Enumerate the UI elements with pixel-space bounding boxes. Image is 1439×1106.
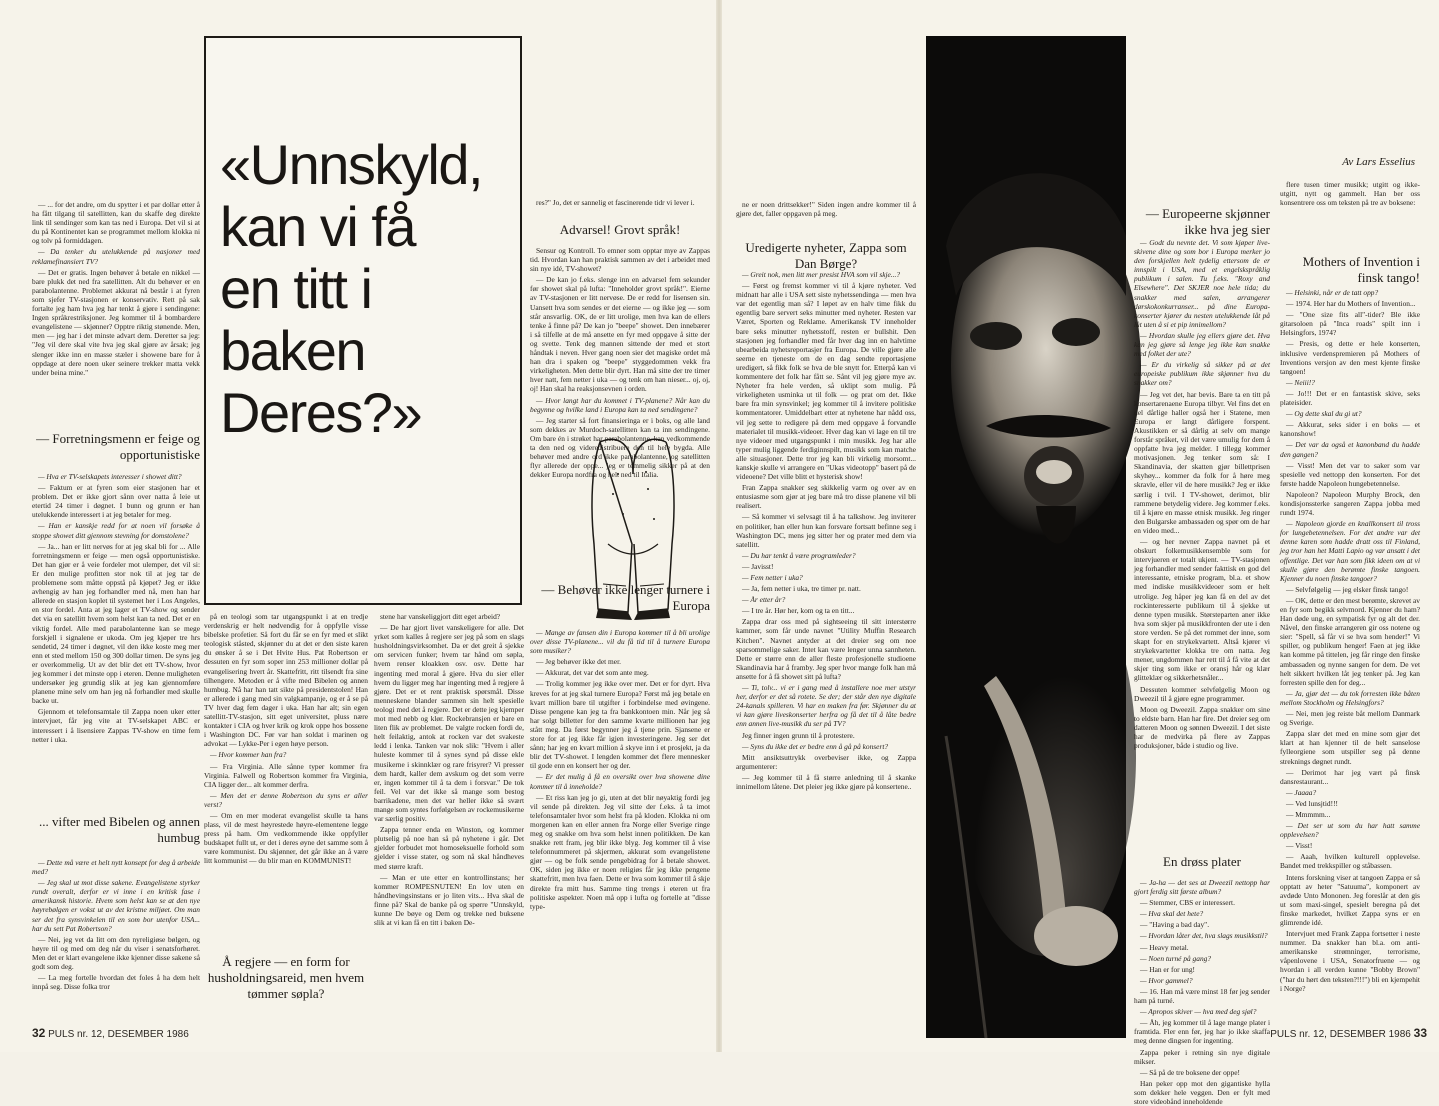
paragraph: — Jeg vet det, har bevis. Bare ta en titt på konsertarenaene Europa tilbyr. Vel fins det en del dårlige haller også her i Statene, men Europa er langt dårligere forspent. Akustikken er så dårlig at selv om mange forstår språket, vil det være umulig for dem å oppfatte hva jeg melder. I tillegg kommer motivasjonen. Jeg tenker som så: I Skandinavia, der skatten gjør billettprisen skyhøy... kommer da folk for å høre meg skravle, eller vil de høre musikk? Jeg er ikke særlig i tvil. I TV-showet, derimot, blir rammene betydelig videre. Jeg kommer f.eks. til å kjøre en masse etnisk musikk. Jeg ringer den Bulgarske ambassaden og spør om de har en video med...: [1134, 389, 1270, 535]
paragraph: — og her nevner Zappa navnet på et obskurt folkemusikkensemble som for intervjueren er totalt ukjent. — TV-stasjonen jeg forhandler med sender fakttisk en god del interessante, etniske program, bl.a. et show med indiske musikkvideoer som er helt utrolige. Jeg håper jeg kan få en del av det rockinteresserte publikum til å sjekke ut denne typen musikk. Størsteparten aner ikke hva som skjer på musikkfronten der ute i den store verden. Se på det rommet der inne, som skapt for en strykekvartett. Altså kjører vi strykekvartetter klokka tre om natta. Jeg mener, ungdommen har rett til å få vite at det skjer ting som ikke er oransj hår og klær glitteklær og sikkerhetsnåler...: [1134, 537, 1270, 683]
paragraph: — Ja-ha — det ses at Dweezil nettopp har gjort ferdig sitt første album?: [1134, 878, 1270, 897]
paragraph: — Faktum er at fyren som eier stasjonen har et problem. Det er ikke gjort sånn over natta å leie ut etertid 24 timer i døgnet. I bunn og grunn er han utelukkende interessert i at jeg betaler for meg.: [32, 483, 200, 520]
column-r1-top: [736, 200, 916, 230]
paragraph: — Trolig kommer jeg ikke over mer. Det er for dyrt. Hva kreves for at jeg skal turnere Europa? Først må jeg betale en kvart million bare til utgifter i forbindelse med øvingene. Disse pengene kan jeg ta fra bankkontoen min. Når jeg så har solgt billetter for den samme kvarte millionen har jeg stått meg. Da først begynner jeg å tjene prin. Sjansene er store for at jeg ikke får igjen investeringene. Jeg ser det sånn; har jeg en kvart million å skyve inn i et prosjekt, ja da blir det TV-showet. I lengden kommer det flere mennesker til gode enn en konsert her og der.: [530, 679, 710, 771]
paragraph: — Et riss kan jeg jo gi, uten at det blir nøyaktig fordi jeg vil sende på direkten. Jeg vil sitte der f.eks. å ta imot telefonsamtaler hvor som helst fra på kloden. Klokka ni om morgenen kan en eller annen fra Norge eller Sverige ringe meg og snakke om hva som helst innen politikken. De kan snakke rett fram, jeg blir ikke blyg. Jeg kommer til å vise telefonnummeret på skjermen, akkurat som evangelistene gjør — og be folk sende pengebidrag for å betale showet. OK, siden jeg ikke er noen religiøs får jeg ikke pengene skattefritt, men hva faen. Dette er hva som kommer til å skje direkte fra mitt hus. Samme ting trengs i eteren ut fra politiske aspekter. Noen må opp i lufta og fortelle at "disse type-: [530, 792, 710, 911]
paragraph: — Aaah, hvilken kulturell opplevelse. Bandet med trekkspiller og ståbassen.: [1280, 852, 1420, 871]
paragraph: — Jaaaa?: [1286, 787, 1317, 797]
column-r2-bottom: [1134, 878, 1270, 1106]
paragraph: — Jeg behøver ikke det mer.: [536, 657, 621, 667]
paragraph: — Er du virkelig så sikker på at det europeiske publikum ikke skjønner hva du snakker om?: [1134, 360, 1270, 388]
paragraph: — Akkurat, seks sider i en boks — et kanonshow!: [1280, 420, 1420, 439]
column-l2-body: [204, 612, 368, 866]
column-r3: [1280, 288, 1420, 1024]
paragraph: Dessuten kommer selvfølgelig Moon og Dweezil til å gjøre egne programmer.: [1134, 684, 1270, 703]
column-l1-mid: [32, 472, 200, 802]
paragraph: — Dette må være et helt nytt konsept for deg å arbeide med?: [32, 858, 200, 877]
paragraph: — Hvor gammel?: [1140, 975, 1193, 985]
subhead-uredigerte: Uredigerte nyheter, Zappa som Dan Børge?: [745, 240, 907, 271]
paragraph: — Derimot har jeg vært på finsk dansrestaurant...: [1280, 767, 1420, 786]
paragraph: — Jo!!! Det er en fantastisk skive, seks plateisider.: [1280, 388, 1420, 408]
paragraph: — Stemmer, CBS er interessert.: [1140, 898, 1235, 908]
paragraph: — Så på de tre boksene der oppe!: [1140, 1067, 1240, 1077]
paragraph: — Jeg skal ut mot disse sakene. Evangelistene styrker rundt overalt, derfor er vi inne i en kritisk fase i amerikansk historie. Hvem som helst kan se at den nye høyrebølgen er vokst ut av det kristne miljøet. Om man ser det fra synsvinkelen til en som bor utenfor USA... har du sett Pat Robertson?: [32, 878, 200, 933]
column-r3-top-body: [1280, 180, 1420, 207]
subhead-forretning: — Forretningsmenn er feige og opportunistiske: [36, 431, 200, 462]
paragraph: — Fra Virginia. Alle sånne typer kommer fra Virginia. Falwell og Robertson kommer fra Virginia, CIA ligger der... alt kommer derfra.: [204, 761, 368, 789]
paragraph: Intervjuet med Frank Zappa fortsetter i neste nummer. Da snakker han bl.a. om anti-amerikanske strømninger, terrorisme, våpenlovene i USA, Senatorfruene — og hvordan i all verden kunne "Bobby Brown" ("har du hørt den teksten?!!!") bli en kjempehit i Norge?: [1280, 929, 1420, 993]
paragraph: — La meg fortelle hvordan det foles å ha dem helt innpå seg. Disse folka tror: [32, 973, 200, 992]
column-r3-top: [1280, 180, 1420, 242]
paragraph: — 16. Han må være minst 18 før jeg sender ham på turné.: [1134, 986, 1270, 1006]
paragraph: — Mmmmm...: [1286, 809, 1331, 819]
column-r2-body: [1134, 238, 1270, 750]
paragraph: ne er noen drittsekker!" Siden ingen andre kommer til å gjøre det, faller oppgaven på meg.: [736, 200, 916, 219]
paragraph: — Javisst!: [742, 561, 774, 571]
paragraph: — Først og fremst kommer vi til å kjøre nyheter. Ved midnatt har alle i USA sett siste nyhetssendinga — men hva var det egentlig man så? I løpet av en halv time fikk du egentlig bare servert seks minutter med nyheter. Resten var Været, Sporten og Reklame. Amerikansk TV inneholder bare seks minutter nyhetsstoff, resten er bullshit. Den stasjonen jeg forhandler med får hver dag inn en halvtime ubearbeida nyhetsreportasjer fra Europa. De ville gjøre alle seerne en tjeneste om de en dag sendte reportasjene uredigert, så fikk folk se hva de ble snytt for. Etterpå kan vi kommentere det folk har fått se. Sånt vil jeg gjøre mye av. Nyheter fra hele verden, så uklipt som mulig. På virkeligheten usminka ut til folk — og prat om det. Ikke bare fra min synsvinkel; jeg kommer til å invitere politiske kommentatorer. Umiddelbart etter at nyhetene har nådd oss, vil jeg sette to redigere på dem med oppgave å forvandle materialet til musikk-videoer. Hver dag kan vi lage en til tre nye videoer med utgangspunkt i min musikk. Jeg har alle typer mulig liggende ferdiginnspilt, musikk som kan matche alle situasjoner. Dette tror jeg kan bli virkelig morsomt... kanskje skulle vi arrangere en "Ukas videotopp" basert på de videoene? Det ville blitt et hysterisk show!: [736, 281, 916, 482]
paragraph: — Og dette skal du gi ut?: [1286, 409, 1362, 419]
paragraph: — De har gjort livet vanskeligere for alle. Det yrket som kalles å regjere ser jeg på som en slags husholdningsvirksomhet. Da er det greit å sjekke om servicen funker; hvem tar hånd om søpla, hvem renser kloakken osv. osv. Dette har ingenting med moral å gjøre. Hva du sier eller hvem du ligger meg har ingenting med å regjere å gjøre. Det er et rent praktisk spørsmål. Disse menneskene blander sammen sin helt spesielle teologi med det å regjere. Det er dette jeg kjemper mot med nebb og klør. Rockebransjen er bare en liten flik av problemet. De valgte rocken fordi de, helt feilaktig, antok at rocken var det svakeste ledd i lenka. Tanken var nok slik: "Hvem i aller huleste kommer til å synes synd på disse ekle musikerne i skinnklær og rare frisyrer? Vi presser dem hardt, kaller dem avskum og det som verre er, ingen kommer til å ta dem i forsvar." De tok feil. Vel var det ikke så mange som bestog barrikadene, men det var heller ikke så svært mange som syntes forfølgelsen av rockemusikerne var særlig positiv.: [374, 623, 524, 824]
paragraph: — Napoleon gjorde en knallkonsert til tross for lungebetennelsen. For det andre var det denne karen som hadde dratt oss til Finland, jeg tror han het Matti Lapio og var ansatt i det offentlige. Det var han som fikk ideen om at vi skulle gjøre den berømte finske tangoen. Kjenner du noen finske tangoer?: [1280, 519, 1420, 583]
paragraph: Zappa peker i retning sin nye digitale mikser.: [1134, 1047, 1270, 1066]
paragraph: — 1974. Her har du Mothers of Invention...: [1286, 299, 1416, 309]
paragraph: Gjennom et telefonsamtale til Zappa noen uker etter intervjuet, får jeg vite at TV-selskapet ABC er interessert i å lisensiere Zappas TV-show en time fem netter i uka.: [32, 707, 200, 744]
folio-right: [1270, 1026, 1427, 1040]
paragraph: flere tusen timer musikk; utgitt og ikke-utgitt, nytt og gammelt. Han ber oss konsentrere oss om teksten på tre av boksene:: [1280, 180, 1420, 208]
paragraph: Mitt ansiktsuttrykk overbeviser ikke, og Zappa argumenterer:: [736, 752, 916, 771]
paragraph: Zappa drar oss med på sightseeing til sitt interstørre kammer, som får unde navnet "Utility Muffin Research Kitchen". Navnet antyder at det dreier seg om noe sparsommelige saker. Intet kan være lenger unna sannheten. Dette er større enn de aller fleste profesjonelle studioene Skandinavia har å framby. Jeg sper hvor mange folk han må ansette for å få showet sitt på lufta?: [736, 617, 916, 681]
column-l4-bottom: [530, 628, 710, 1024]
paragraph: — Han er kanskje redd for at noen vil forsøke å stoppe showet ditt gjennom stevning for domstolene?: [32, 521, 200, 540]
paragraph: Intens forskning viser at tangoen Zappa er så opptatt av heter "Satuuma", komponert av avdøde Unto Mononen. Jeg foreslår at den gis ut som maxi-singel, spesielt beregna på det finske markedet, hvilket Zappa syns er en glimrende idé.: [1280, 872, 1420, 927]
paragraph: Moon og Dweezil. Zappa snakker om sine to eldste barn. Han har fire. Det dreier seg om datteren Moon og sønnen Dweezil. I det siste har de medvirka på flere av Zappas produksjoner, både i studio og live.: [1134, 704, 1270, 751]
page-gutter: [716, 0, 722, 1052]
headline: «Unnskyld, kan vi få en titt i baken Deres?»: [220, 133, 483, 444]
paragraph: Zappa tenner enda en Winston, og kommer plutselig på noe han så på nyhetene i går. Det gjelder forbudet mot homoseksuelle forhold som gjelder i visse stater, og som nå skal håndheves med større kraft.: [374, 825, 524, 871]
column-r2-bottom-body: [1134, 878, 1270, 1106]
paragraph: stene har vanskeliggjort ditt eget arbeid?: [380, 612, 501, 621]
paragraph: — Hvor kommer han fra?: [210, 750, 287, 760]
paragraph: — Men det er denne Robertson du syns er aller verst?: [204, 790, 368, 809]
paragraph: — Ved lunsjtid!!!: [1286, 798, 1339, 808]
paragraph: Napoleon? Napoleon Murphy Brock, den kondisjonssterke sangeren Zappa jobba med rundt 1974.: [1280, 489, 1420, 518]
paragraph: — Apropos skiver — hva med deg sjøl?: [1140, 1007, 1257, 1017]
paragraph: Sensur og Kontroll. To emner som opptar mye av Zappas tid. Hvordan kan han praktisk sammen av det i arbeidet med sin nye idé, TV-showet?: [530, 246, 710, 274]
subhead-bibelen: ... vifter med Bibelen og annen humbug: [38, 814, 200, 845]
column-l1-top-body: [32, 200, 200, 377]
paragraph: — Syns du ikke det er bedre enn å gå på konsert?: [742, 741, 889, 751]
subhead-mothers: Mothers of Invention i finsk tango!: [1302, 254, 1420, 285]
paragraph: — Er det mulig å få en oversikt over hva showene dine kommer til å inneholde?: [530, 772, 710, 791]
paragraph: — Så kommer vi selvsagt til å ha talkshow. Jeg inviterer en politiker, han eller hun kan forsvare fortsatt befinne seg i Washington DC, mens jeg sitter her og prater med dem via satellitt.: [736, 512, 916, 549]
paragraph: — Han er for ung!: [1140, 964, 1196, 974]
paragraph: — Presis, og dette er hele konserten, inklusive verdenspremieren på Mothers of Inventions versjon av den mest kjente finske tangoen!: [1280, 339, 1420, 376]
paragraph: — Hvordan skulle jeg ellers gjøre det. Hva kan jeg gjøre så lenge jeg ikke kan snakke med folket der ute?: [1134, 330, 1270, 359]
subhead-turnere: — Behøver ikke lenger turnere i Europa: [541, 582, 710, 613]
column-l3-body: [374, 612, 524, 927]
paragraph: — Hva er TV-selskapets interesser i showet ditt?: [38, 472, 182, 481]
paragraph: — Noen turné på gang?: [1140, 953, 1212, 963]
column-l4-mid-body: [530, 246, 710, 479]
column-r1-body: [736, 270, 916, 791]
paragraph: — Visst! Men det var to saker som var spesielle ved nettopp den konserten. For det første hadde Napoleon hungebetennelse.: [1280, 460, 1420, 488]
paragraph: — Selvfølgelig — jeg elsker finsk tango!: [1286, 584, 1409, 594]
paragraph: — Jeg kommer til å få større anledning til å skanke innimellom låtene. Det pleier jeg ikke gjøre på konsertene..: [736, 772, 916, 791]
paragraph: — Åh, jeg kommer til å lage mange plater i framtida. Fler enn før, jeg har jo ikke skaffa meg denne dingsen for ingenting.: [1134, 1018, 1270, 1046]
paragraph: — Hvordan låter det, hva slags musikkstil?: [1140, 931, 1268, 941]
zappa-photo: [926, 36, 1126, 1038]
paragraph: — "One size fits all"-tider? Ble ikke gitarsoloen på "Inca roads" spilt inn i Helsingfors, 1974?: [1280, 310, 1420, 338]
folio-right-text: PULS nr. 12, DESEMBER 1986: [1270, 1029, 1411, 1040]
paragraph: — Ja, gjør det — du tok forresten ikke båten mellom Stockholm og Helsingfors?: [1280, 688, 1420, 707]
folio-left: [32, 1026, 189, 1040]
page-number-right: 33: [1413, 1026, 1427, 1040]
headline-box: [204, 36, 522, 605]
paragraph: — Hvor langt har du kommet i TV-planene? Når kan du begynne og hvilke land i Europa kan ta ned sendingene?: [530, 395, 710, 414]
paragraph: — År etter år?: [742, 595, 786, 605]
paragraph: — Jeg starter så fort finansieringa er i boks, og alle land som dekkes av Murdoch-satellitten kan ta inn sendingene. Om bare én i strøket har parabolantenne, kan vedkommende ta den ned og videredistribuere den til hele bygda. Alle behøver med andre ord ikke parabolantenne, og satellitten flyr allerede der oppe... jeg er temmelig sikker på at den dekker Europa nordfra og helt ned til Italia.: [530, 415, 710, 480]
byline: Av Lars Esselius: [1342, 156, 1415, 168]
paragraph: — Nei, men jeg reiste båt mellom Danmark og Sverige.: [1280, 709, 1420, 728]
column-l4-mid: [530, 246, 710, 570]
paragraph: — Ja, fem netter i uka, tre timer pr. natt.: [742, 584, 861, 594]
subhead-advarsel: Advarsel! Grovt språk!: [559, 222, 681, 237]
paragraph: — Greit nok, men litt mer presist HVA som vil skje...?: [742, 270, 901, 279]
column-l4-bottom-body: [530, 628, 710, 911]
column-r3-body: [1280, 288, 1420, 993]
paragraph: — Ja... han er litt nervøs for at jeg skal bli for ... Alle forretningsmenn er feige — men også opportunistiske. Det han gjør er å veie fordeler mot ulemper, det vil si: Er den mulige profitten stor nok til at jeg tar de problemene som måtte oppstå på kjøpet? Jeg er ikke avhengig av han jeg forhandler med nå, men han har allerede en stasjon koplet til systemet her i Los Angeles, en stor fordel. Anta at jeg lager et TV-show og sender det via en satellitt hvem som helst kan ta ned. Det er en viktig fordel. Alle med parabolantenne kan se mege forskjell i signalene er ukoda. Om jeg kjøper tre hrs sendetid, 24 timer i døgnet, vil den ikke koste meg mer enn et sted mellom 150 og 300 dollar timen. De syns jeg er overkommelig. Ut av det blir det ett TV-show, hvor jeg kommer i det minste opp i eteren. Denne muligheten undersøker jeg grundig slik at jeg kan gjennomføre planene mine selv om han jeg nå forhandler med skulle backe ut.: [32, 541, 200, 706]
paragraph: — Hva skal det hete?: [1140, 909, 1204, 919]
paragraph: Zappa slær det med en mine som gjør det klart at han kjenner til de helt sanselose fylleorgiene som utspiller seg på denne streknings døgnet rundt.: [1280, 729, 1420, 766]
paragraph: — I tre år. Hør her, kom og ta en titt...: [742, 606, 855, 616]
paragraph: — Neiii!?: [1286, 377, 1315, 387]
subhead-regjere: Å regjere — en form for husholdningsareid, men hvem tømmer søpla?: [207, 954, 365, 1001]
column-r2: [1134, 238, 1270, 842]
page-number-left: 32: [32, 1026, 46, 1040]
paragraph: — Det er gratis. Ingen behøver å betale en nikkel — bare plukk det ned fra satellitten. Alt du behøver er en parabolantenne. Problemet akkurat nå består i at fyren som sjefer TV-stasjonen er konservativ. Rett på sak fortalte jeg ham hva jeg har tenkt å gjøre i sendingene: Ingen språkrestriksjoner. Jeg kommer til å bombardere evangelistene — skjønner? Opptre riktig stønende. Men, men — jeg har i det minste advart dem. Deretter sa jeg: "Jeg vil dere skal vite hva jeg skal gjøre av årsak; jeg slenger ikke inn en masse stæler i showene bare for å oppdage at dere noen uker seinere trekker matta vekk under beina mine.": [32, 267, 200, 377]
paragraph: — ... for det andre, om du spytter i et par dollar etter å ha fått tilgang til satellitten, kan du skaffe deg direkte link til sendinger som kan tas ned i Europa. Det vil si at du på Kontinentet kan se programmet mellom klokka ni og tolv på formiddagen.: [32, 200, 200, 246]
column-l1-top: [32, 200, 200, 420]
column-l4-top-body: [530, 198, 710, 207]
column-l2: [204, 612, 368, 942]
paragraph: — Nei, jeg vet da litt om den nyreligiøse bølgen, og høyre til og med om deg når du viser i senatsforhøret. Men det er klart evangelene ikke kjenner disse sakene så godt som deg.: [32, 934, 200, 972]
paragraph: — Du har tenkt å være programleder?: [742, 550, 856, 560]
paragraph: — Fem netter i uka?: [742, 573, 803, 582]
paragraph: — Man er ute etter en kontrollinstans; her kommer ROMPESNUTEN! En lov uten en håndhevingsinstans er jo liten vits... Hva skal de finne på? Skal de banke på og spørre "Unnskyld, kunne De bøye og Dem og trekke ned buksene slik at vi kan få en titt i baken De-: [374, 872, 524, 928]
paragraph: — Om en mer moderat evangelist skulle ta hans plass, vil de mest høyrestede høyre-elementene legge press på ham. Om vedkommende ikke oppfyller budskapet fullt ut, er det i deres øyne det samme som å være kommunist. Du skjønner, det går ikke an å være litt kommunist — du blir man en KOMMUNIST!: [204, 810, 368, 866]
column-r1: [736, 270, 916, 1024]
paragraph: — Akkurat, det var det som ante meg.: [536, 668, 649, 678]
paragraph: — Da tenker du utelukkende på nasjoner med reklamefinansiert TV?: [32, 247, 200, 266]
paragraph: Han peker opp mot den gigantiske hylla som dekker hele veggen. Den er fylt med store videobånd inneholdende: [1134, 1078, 1270, 1106]
column-l1-bottom-body: [32, 858, 200, 991]
zappa-portrait: [926, 36, 1126, 1038]
paragraph: — Det var da også et kanonband du hadde den gangen?: [1280, 440, 1420, 459]
paragraph: — OK, dette er den mest berømte, skrevet av en fyr som begikk selvmord. Kjenner du ham? Han døde ung, en sympatisk fyr og alt det der. Nåvel, den finske arrangeren gir oss notene og sier: "Spell, så får vi se hva som hender!" Vi spiller, og publikum henger! Faen at jeg ikke kan komme på tittelen, jeg får ringe den finske ambassaden og nynne sangen for dem. De vet helt sikkert hvilken låt jeg tenker på. Jeg kan forresten spille den for deg...: [1280, 595, 1420, 687]
paragraph: — Ti, tolv... vi er i gang med å installere noe mer utstyr her, derfor er det så rotete. Se der; der står den nye digitale 24-kanals spilleren. Vi har en maken fra før. Skjønner du at vi kan gjøre liveskonserter herfra og få det til å låte bedre enn annen live-musikk du ser på TV?: [736, 683, 916, 729]
subhead-europeerne: — Europeerne skjønner ikke hva jeg sier: [1145, 206, 1270, 237]
paragraph: — Godt du nevnte det. Vi som kjøper live-skivene dine og som bor i Europa merker jo den forskjellen helt tydelig ettersom de er innspilt i USA, med et engelskspråklig publikum i salen. Tu f.eks. "Roxy and Elsewhere". Det SKJER noe hele tida; du snakker med salen, arrangerer dørskokonkurranser... på dine Europa-konserter kjører du nesten utelukkende låt på låt uten å si et pip innimellom?: [1134, 238, 1270, 329]
folio-left-text: PULS nr. 12, DESEMBER 1986: [48, 1029, 189, 1040]
column-r1-top-body: [736, 200, 916, 218]
paragraph: Jeg finner ingen grunn til å protestere.: [742, 730, 855, 740]
paragraph: res?" Jo, det er sannelig et fascinerende tidr vi lever i.: [536, 198, 695, 207]
paragraph: — "Having a bad day".: [1140, 920, 1210, 930]
column-l1-mid-body: [32, 472, 200, 744]
paragraph: — Mange av fansen din i Europa kommer til å bli urolige over disse TV-planene... vil du få tid til å turnere Europa som musiker?: [530, 628, 710, 656]
subhead-plater: En drøss plater: [1163, 854, 1241, 869]
paragraph: — Det ser ut som du har hatt samme opplevelsen?: [1280, 821, 1420, 840]
column-l1-bottom: [32, 858, 200, 1024]
paragraph: — Visst!: [1286, 841, 1313, 851]
column-l3: [374, 612, 524, 1028]
paragraph: Fran Zappa snakker seg skikkelig varm og over av en entusiasme som gjør at jeg bare må tro disse planene vil bli realisert.: [736, 483, 916, 511]
paragraph: på en teologi som tar utgangspunkt i at en tredje verdenskrig er helt nødvendig for å oppfylle visse bibelske profetier. Så fort du får se en fyr med et slikt teologisk ståsted, skjønner du at det er den siste karen du ønsker å se i Det Hvite Hus. Pat Robertson er dessuten en fyr som soper inn 253 millioner dollar på evangelisering hvert år. Skattefritt, ritt tilsendt fra sine tilhengere. Metoden er å vifte med Bibelen og annen humbug. Nå har han tatt sikte på presidentstolen! Han er allerede i gang med sin valgkampanje, og er å se på TV hver dag fem dager i uka. Han har alt; sin egen satellitt-TV-stasjon, sitt eget universitet, pluss nære kontakter i CIA og hver krik og krok oppe hos bossene i Washington DC. Før var han soldat i marinen og advokat — Lykke-Per i egen høye person.: [204, 612, 368, 749]
paragraph: — Helsinki, når er de tatt opp?: [1286, 288, 1379, 297]
paragraph: — De kan jo f.eks. slenge inn en advarsel fem sekunder før showet skal på lufta: "Inneholder grovt språk!". Eierne av TV-stasjonen er litt nervøse. De er redd for lisensen sin. Uansett hva som sendes er det eierne — og ikke jeg — som står ansvarlig. OK, de er litt urolige, men hva kan de ellers tenke å finne på? De kan jo "beepe" showet. Den innebærer i så tilfelle at de må ansette en fyr med oppgave å sitte der og svette. Tenk deg mannen sittende der med et stort håndtak i neven. Hver gang noen sier det magiske ordet må han dra i spaken og "beepe" styggedommen vekk fra virkeligheten. Men dette blir dyrt. Han må sitte der tre timer hver natt, fem netter i uka — og tenk om han nieser... oj, oj, oj! Han skal ha reaksjonsevnen i orden.: [530, 275, 710, 394]
paragraph: — Heavy metal.: [1140, 942, 1189, 952]
